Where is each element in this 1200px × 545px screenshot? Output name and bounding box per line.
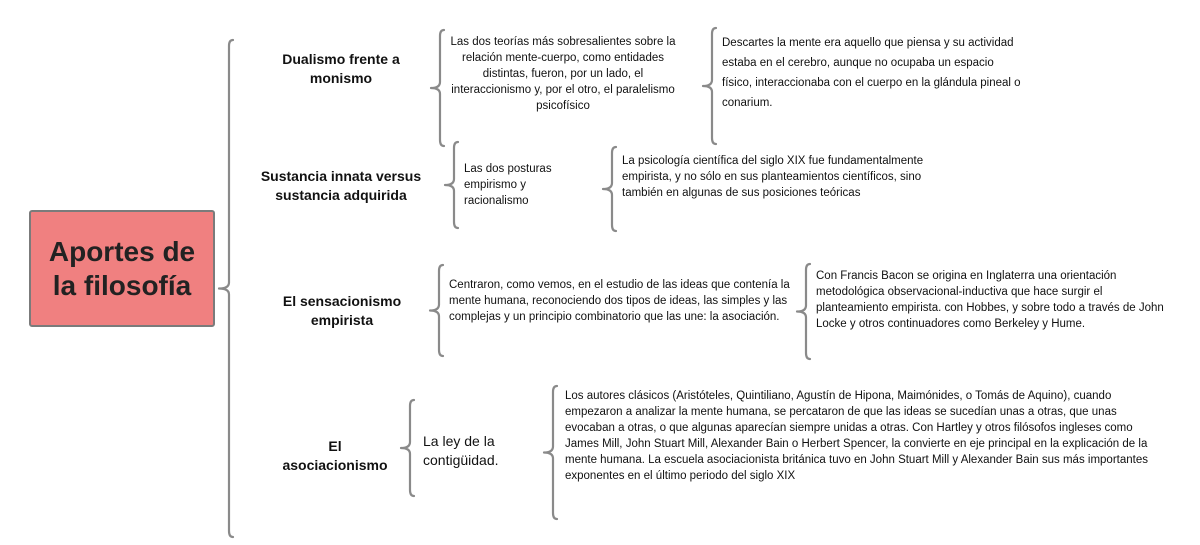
- root-topic[interactable]: [29, 210, 215, 327]
- topic-sensacionismo-label: El sensacionismo empirista: [282, 293, 402, 328]
- root-topic-label: Aportes de la filosofía: [48, 235, 196, 301]
- brace-asociacionismo-extra: [543, 384, 558, 521]
- detail-asociacionismo: La ley de la contigüidad.: [423, 433, 499, 468]
- brace-sensacionismo-detail: [429, 263, 444, 358]
- topic-sustancia[interactable]: [246, 167, 436, 205]
- extra-dualismo: Descartes la mente era aquello que piensa y su actividad estaba en el cerebro, aunque no ocupaba un espacio físico, interaccionaba con el cuerpo en la glándula pineal o conarium.: [722, 37, 1021, 109]
- main-brace: [218, 38, 234, 539]
- topic-sustancia-label: Sustancia innata versus sustancia adquirida: [260, 168, 422, 203]
- brace-asociacionismo-detail: [400, 398, 415, 498]
- topic-dualismo-label: Dualismo frente a monismo: [282, 51, 400, 86]
- topic-asociacionismo[interactable]: [276, 437, 394, 475]
- brace-sensacionismo-extra: [796, 262, 811, 361]
- extra-sustancia: La psicología científica del siglo XIX fue fundamentalmente empirista, y no sólo en sus planteamientos científicos, sino también en algunas de sus posiciones teóricas: [622, 155, 924, 199]
- brace-sustancia-detail: [444, 140, 459, 230]
- brace-sustancia-extra: [602, 145, 617, 233]
- brace-dualismo-detail: [430, 28, 445, 148]
- detail-sustancia: Las dos posturas empirismo y racionalismo: [464, 163, 552, 207]
- topic-asociacionismo-label: El asociacionismo: [282, 438, 388, 473]
- brace-dualismo-extra: [702, 26, 717, 146]
- detail-dualismo: Las dos teorías más sobresalientes sobre la relación mente-cuerpo, como entidades distintas, fueron, por un lado, el interaccionismo y, por el otro, el paralelismo psicofísico: [450, 36, 676, 112]
- topic-dualismo[interactable]: [258, 50, 424, 88]
- detail-sensacionismo: Centraron, como vemos, en el estudio de las ideas que contenía la mente humana, reconociendo dos tipos de ideas, las simples y las complejas y un principio combinatorio que las une: la asociación.: [449, 279, 790, 323]
- extra-sensacionismo: Con Francis Bacon se origina en Inglaterra una orientación metodológica observacional-inductiva que hace surgir el planteamiento empirista. con Hobbes, y sobre todo a través de John Locke y otros continuadores como Berkeley y Hume.: [816, 270, 1164, 330]
- topic-sensacionismo[interactable]: [264, 292, 420, 330]
- extra-asociacionismo: Los autores clásicos (Aristóteles, Quintiliano, Agustín de Hipona, Maimónides, o Tomás de Aquino), cuando empezaron a analizar la mente humana, se percataron de que las ideas se sucedían unas a otras, que unas evocaban a otras, o que algunas aparecían siempre unidas a otras. Con Hartley y otros filósofos ingleses como James Mill, John Stuart Mill, Alexander Bain o Herbert Spencer, la convierte en eje principal en la explicación de la mente humana. La escuela asociacionista británica tuvo en John Stuart Mill y Alexander Bain sus más importantes exponentes en el último periodo del siglo XIX: [565, 390, 1148, 482]
